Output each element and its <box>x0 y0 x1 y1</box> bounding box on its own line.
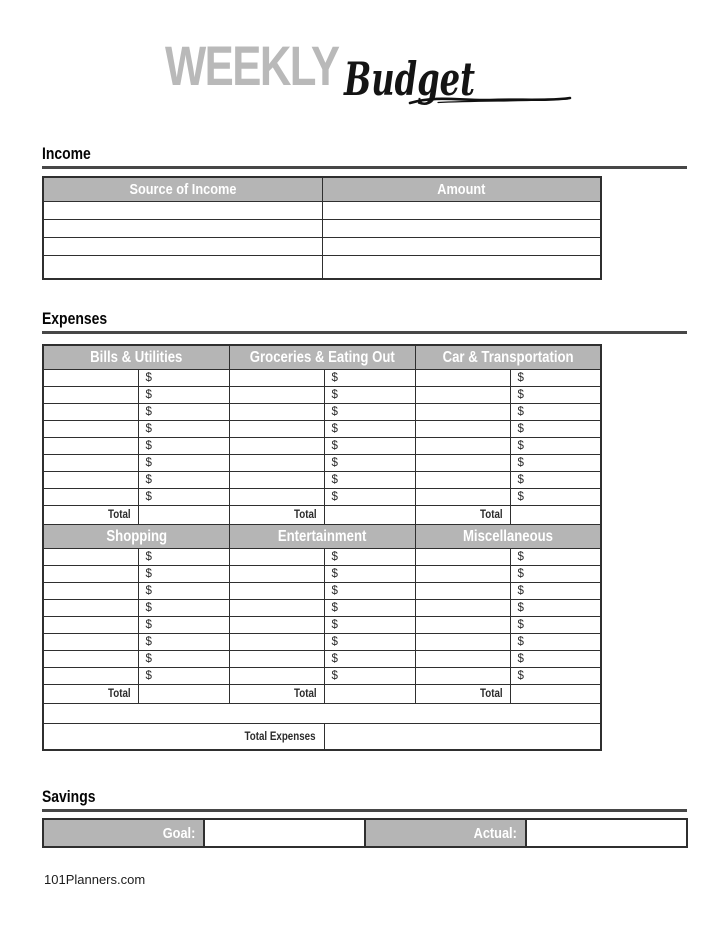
income-amount-cell <box>322 238 601 256</box>
expense-description-cell <box>415 600 510 617</box>
weekly-wordmark: WEEKLY <box>165 34 339 97</box>
expense-group-header-row-1 <box>43 345 601 370</box>
income-header-row <box>43 177 601 202</box>
savings-section-divider <box>42 788 687 812</box>
expense-amount-cell: $ <box>324 404 415 421</box>
expense-amount-cell: $ <box>138 583 229 600</box>
expense-group-header-bills: Bills & Utilities <box>43 345 229 370</box>
expense-row <box>43 387 601 404</box>
title-block <box>0 0 728 130</box>
expense-description-cell <box>43 404 138 421</box>
expense-amount-cell: $ <box>138 421 229 438</box>
expense-description-cell <box>415 387 510 404</box>
expense-description-cell <box>229 600 324 617</box>
expense-amount-cell: $ <box>510 549 601 566</box>
expense-subtotal-value-cell <box>138 685 229 704</box>
savings-heading: Savings <box>42 787 96 806</box>
expense-amount-cell: $ <box>510 370 601 387</box>
expense-amount-cell: $ <box>138 549 229 566</box>
expense-description-cell <box>415 668 510 685</box>
expense-description-cell <box>43 455 138 472</box>
income-total-row <box>43 256 601 280</box>
expense-row <box>43 600 601 617</box>
expense-amount-cell: $ <box>138 617 229 634</box>
expense-amount-cell: $ <box>324 489 415 506</box>
expense-amount-cell: $ <box>324 600 415 617</box>
expense-subtotal-value-cell <box>510 506 601 525</box>
expense-description-cell <box>43 489 138 506</box>
expense-amount-cell: $ <box>510 438 601 455</box>
expense-description-cell <box>229 370 324 387</box>
expense-description-cell <box>229 438 324 455</box>
expense-amount-cell: $ <box>138 651 229 668</box>
expense-subtotal-label-cell: Total <box>43 685 138 704</box>
expense-amount-cell: $ <box>510 421 601 438</box>
expense-amount-cell: $ <box>324 651 415 668</box>
income-amount-cell <box>322 202 601 220</box>
expenses-section-divider <box>42 310 687 334</box>
expense-row <box>43 668 601 685</box>
expense-description-cell <box>43 600 138 617</box>
expense-description-cell <box>43 370 138 387</box>
expense-row <box>43 583 601 600</box>
expense-description-cell <box>229 549 324 566</box>
expense-description-cell <box>43 583 138 600</box>
income-blank-row <box>43 202 601 220</box>
income-heading: Income <box>42 144 91 163</box>
total-expenses-label-cell: Total Expenses <box>43 724 324 751</box>
expense-subtotal-label-cell: Total <box>229 685 324 704</box>
expense-description-cell <box>229 421 324 438</box>
savings-goal-value-cell <box>204 819 365 847</box>
expense-subtotal-label-cell: Total <box>229 506 324 525</box>
expense-amount-cell: $ <box>510 668 601 685</box>
expense-subtotal-value-cell <box>510 685 601 704</box>
income-table <box>42 176 602 280</box>
income-header-amount: Amount <box>322 177 601 202</box>
flourish-line-icon <box>408 92 573 108</box>
expense-amount-cell: $ <box>324 634 415 651</box>
expenses-spacer-row <box>43 704 601 724</box>
expense-amount-cell: $ <box>324 455 415 472</box>
budget-script-wordmark: Budget <box>344 52 476 106</box>
expense-description-cell <box>415 566 510 583</box>
expense-subtotal-row-1 <box>43 506 601 525</box>
expense-row <box>43 472 601 489</box>
expense-description-cell <box>43 617 138 634</box>
expense-amount-cell: $ <box>324 583 415 600</box>
expense-amount-cell: $ <box>138 472 229 489</box>
expense-description-cell <box>415 472 510 489</box>
expense-amount-cell: $ <box>510 566 601 583</box>
expense-description-cell <box>415 370 510 387</box>
expense-description-cell <box>229 668 324 685</box>
expense-description-cell <box>229 566 324 583</box>
expense-description-cell <box>415 421 510 438</box>
footer-site-text: 101Planners.com <box>44 872 146 887</box>
expense-amount-cell: $ <box>138 566 229 583</box>
expense-row <box>43 370 601 387</box>
expenses-table <box>42 344 602 751</box>
expense-description-cell <box>229 404 324 421</box>
expense-amount-cell: $ <box>324 549 415 566</box>
expense-amount-cell: $ <box>138 387 229 404</box>
expense-description-cell <box>229 387 324 404</box>
expense-amount-cell: $ <box>324 387 415 404</box>
expense-description-cell <box>415 549 510 566</box>
expense-group-header-entertainment: Entertainment <box>229 525 415 549</box>
expense-amount-cell: $ <box>510 455 601 472</box>
expense-amount-cell: $ <box>138 489 229 506</box>
expense-description-cell <box>43 549 138 566</box>
expense-description-cell <box>43 668 138 685</box>
expenses-heading: Expenses <box>42 309 108 328</box>
savings-table <box>42 818 688 848</box>
expense-description-cell <box>43 634 138 651</box>
expense-row <box>43 404 601 421</box>
expense-description-cell <box>43 651 138 668</box>
expense-amount-cell: $ <box>138 600 229 617</box>
expense-description-cell <box>229 489 324 506</box>
income-header-source: Source of Income <box>43 177 322 202</box>
expense-row <box>43 421 601 438</box>
expense-amount-cell: $ <box>510 404 601 421</box>
income-amount-cell <box>322 220 601 238</box>
expense-group-header-miscellaneous: Miscellaneous <box>415 525 601 549</box>
expense-description-cell <box>415 455 510 472</box>
expense-subtotal-row-2 <box>43 685 601 704</box>
expense-group-header-car: Car & Transportation <box>415 345 601 370</box>
savings-goal-label-cell: Goal: <box>43 819 204 847</box>
expense-subtotal-value-cell <box>324 506 415 525</box>
income-section-divider <box>42 145 687 169</box>
income-total-value-cell <box>322 256 601 280</box>
expense-group-header-groceries: Groceries & Eating Out <box>229 345 415 370</box>
expense-row <box>43 549 601 566</box>
income-source-cell <box>43 238 322 256</box>
expense-subtotal-value-cell <box>324 685 415 704</box>
expense-subtotal-value-cell <box>138 506 229 525</box>
savings-row <box>43 819 687 847</box>
savings-actual-value-cell <box>526 819 687 847</box>
expense-description-cell <box>229 583 324 600</box>
expense-row <box>43 455 601 472</box>
expense-description-cell <box>415 617 510 634</box>
expense-description-cell <box>229 634 324 651</box>
expense-description-cell <box>43 421 138 438</box>
expense-amount-cell: $ <box>510 651 601 668</box>
expense-subtotal-label-cell: Total <box>415 506 510 525</box>
expense-description-cell <box>43 566 138 583</box>
expense-description-cell <box>43 387 138 404</box>
savings-actual-label-cell: Actual: <box>365 819 526 847</box>
expense-amount-cell: $ <box>138 668 229 685</box>
expense-amount-cell: $ <box>510 617 601 634</box>
expense-amount-cell: $ <box>138 634 229 651</box>
expense-group-header-row-2 <box>43 525 601 549</box>
expense-description-cell <box>229 617 324 634</box>
income-blank-row <box>43 220 601 238</box>
expense-row <box>43 566 601 583</box>
expense-amount-cell: $ <box>138 404 229 421</box>
expense-description-cell <box>229 651 324 668</box>
expense-row <box>43 438 601 455</box>
income-blank-row <box>43 238 601 256</box>
expense-amount-cell: $ <box>324 370 415 387</box>
expense-row <box>43 489 601 506</box>
expense-amount-cell: $ <box>510 387 601 404</box>
expense-amount-cell: $ <box>324 668 415 685</box>
expense-description-cell <box>229 472 324 489</box>
income-total-label-cell: Total <box>43 256 322 280</box>
expense-description-cell <box>415 404 510 421</box>
expense-description-cell <box>415 438 510 455</box>
income-source-cell <box>43 202 322 220</box>
expense-amount-cell: $ <box>510 489 601 506</box>
expense-description-cell <box>43 438 138 455</box>
expense-description-cell <box>415 651 510 668</box>
expense-description-cell <box>415 489 510 506</box>
income-source-cell <box>43 220 322 238</box>
expense-amount-cell: $ <box>138 370 229 387</box>
expense-amount-cell: $ <box>324 617 415 634</box>
total-expenses-row <box>43 724 601 751</box>
expense-amount-cell: $ <box>510 600 601 617</box>
expense-description-cell <box>43 472 138 489</box>
total-expenses-value-cell <box>324 724 601 751</box>
expense-amount-cell: $ <box>138 455 229 472</box>
expense-amount-cell: $ <box>324 566 415 583</box>
expense-amount-cell: $ <box>324 472 415 489</box>
expense-description-cell <box>415 583 510 600</box>
expense-row <box>43 651 601 668</box>
expense-row <box>43 617 601 634</box>
expense-amount-cell: $ <box>324 421 415 438</box>
expense-amount-cell: $ <box>324 438 415 455</box>
expense-subtotal-label-cell: Total <box>415 685 510 704</box>
expenses-spacer-cell <box>43 704 601 724</box>
expense-subtotal-label-cell: Total <box>43 506 138 525</box>
expense-amount-cell: $ <box>510 472 601 489</box>
expense-description-cell <box>415 634 510 651</box>
expense-description-cell <box>229 455 324 472</box>
expense-amount-cell: $ <box>510 583 601 600</box>
expense-amount-cell: $ <box>510 634 601 651</box>
expense-row <box>43 634 601 651</box>
expense-amount-cell: $ <box>138 438 229 455</box>
expense-group-header-shopping: Shopping <box>43 525 229 549</box>
